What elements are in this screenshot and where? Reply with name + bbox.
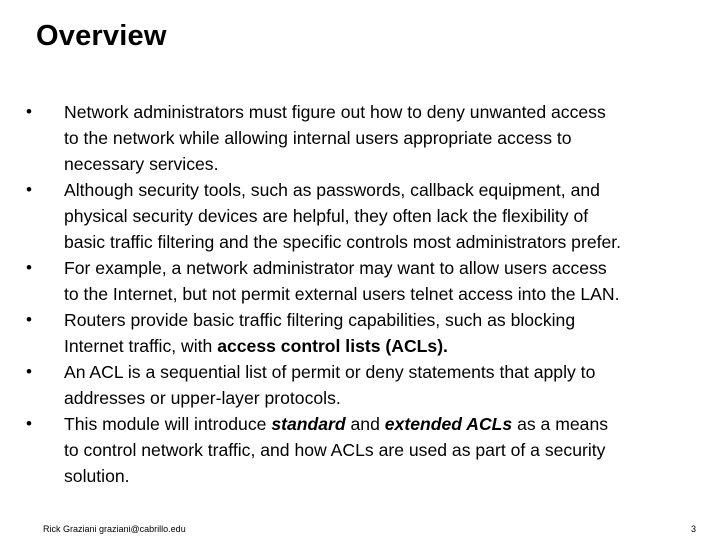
bullet-text: extended ACLs <box>384 414 513 434</box>
bullet-text: For example, a network administrator may want to allow users access <box>64 258 607 278</box>
bullet-text: An ACL is a sequential list of permit or deny statements that apply to <box>64 362 596 382</box>
bullet-text: solution. <box>64 466 130 486</box>
bullet-text: access control lists (ACLs). <box>217 336 448 356</box>
bullet-line <box>64 125 710 151</box>
bullet-line <box>64 177 710 203</box>
bullet-line <box>64 463 710 489</box>
bullet-text: to the Internet, but not permit external users telnet access into the LAN. <box>64 284 620 304</box>
bullet-item <box>26 307 710 359</box>
bullet-text: physical security devices are helpful, they often lack the flexibility of <box>64 206 589 226</box>
bullet-line <box>64 281 710 307</box>
slide-title: Overview <box>36 20 167 52</box>
bullet-line <box>64 203 710 229</box>
bullet-line <box>64 411 710 437</box>
bullet-line <box>64 307 710 333</box>
bullet-item <box>26 255 710 307</box>
bullet-text: Although security tools, such as passwords, callback equipment, and <box>64 180 600 200</box>
page-number: 3 <box>690 524 696 534</box>
bullet-text: and <box>345 414 385 434</box>
footer-author: Rick Graziani graziani@cabrillo.edu <box>43 524 186 534</box>
bullet-text: addresses or upper-layer protocols. <box>64 388 341 408</box>
bullet-list <box>26 99 710 489</box>
bullet-line <box>64 333 710 359</box>
bullet-item <box>26 99 710 177</box>
bullet-text: basic traffic filtering and the specific controls most administrators prefer. <box>64 232 622 252</box>
bullet-line <box>64 385 710 411</box>
bullet-text: standard <box>271 414 346 434</box>
bullet-item <box>26 411 710 489</box>
bullet-line <box>64 99 710 125</box>
bullet-dot-icon: • <box>26 102 32 121</box>
bullet-line <box>64 255 710 281</box>
bullet-text: This module will introduce <box>64 414 272 434</box>
bullet-line <box>64 151 710 177</box>
bullet-item <box>26 359 710 411</box>
bullet-text: to control network traffic, and how ACLs are used as part of a security <box>64 440 606 460</box>
bullet-line <box>64 229 710 255</box>
bullet-text: to the network while allowing internal users appropriate access to <box>64 128 572 148</box>
bullet-dot-icon: • <box>26 362 32 381</box>
bullet-dot-icon: • <box>26 258 32 277</box>
bullet-line <box>64 437 710 463</box>
bullet-text: necessary services. <box>64 154 219 174</box>
bullet-dot-icon: • <box>26 180 32 199</box>
bullet-text: Internet traffic, with <box>64 336 218 356</box>
bullet-text: Network administrators must figure out how to deny unwanted access <box>64 102 606 122</box>
bullet-dot-icon: • <box>26 310 32 329</box>
bullet-line <box>64 359 710 385</box>
bullet-text: Routers provide basic traffic filtering capabilities, such as blocking <box>64 310 576 330</box>
bullet-dot-icon: • <box>26 414 32 433</box>
bullet-item <box>26 177 710 255</box>
bullet-text: as a means <box>512 414 609 434</box>
